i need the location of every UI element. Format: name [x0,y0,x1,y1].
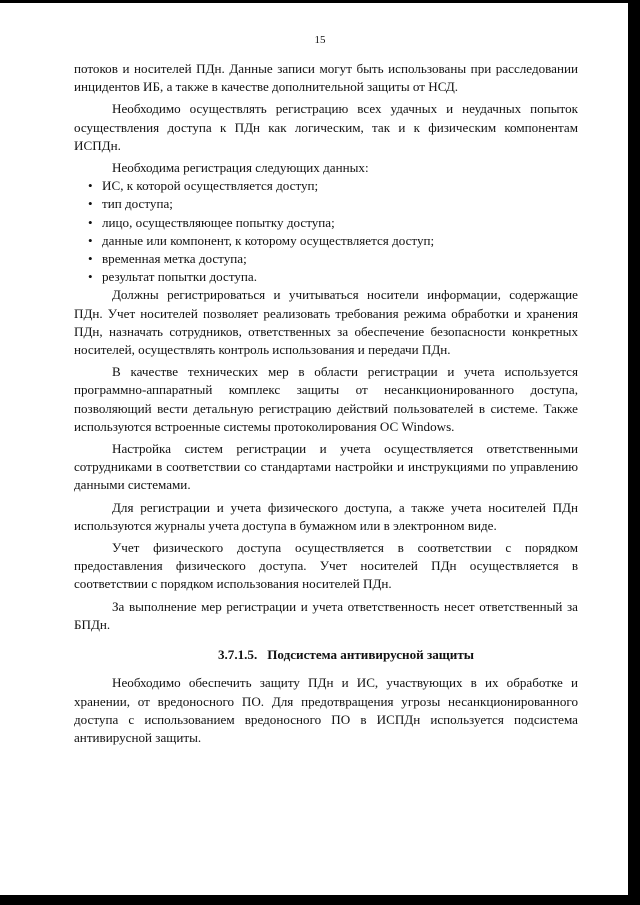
paragraph-configuration: Настройка систем регистрации и учета осуществляется ответственными сотрудниками в соответствии со стандартами настройки и инструкциями по управлению данными системами. [74,441,578,493]
section-number: 3.7.1.5. [217,647,258,663]
paragraph-required-data: Необходима регистрация следующих данных: [112,160,369,176]
paragraph-media-accounting: Должны регистрироваться и учитываться носители информации, содержащие ПДн. Учет носителей позволяет реализовать требования режима обработки и хранения ПДн, назначать сотрудников, ответственных за обеспечение безопасности конкретных носителей, осуществлять контроль использования и передачи ПДн. [74,287,578,358]
list-item: • данные или компонент, к которому осуществляется доступ; [74,232,578,250]
paragraph-continuation: потоков и носителей ПДн. Данные записи могут быть использованы при расследовании инцидентов ИБ, а также в качестве дополнительной защиты от НСД. [74,61,578,95]
scan-edge-right [628,0,640,905]
paragraph-access-journals: Для регистрации и учета физического доступа, а также учета носителей ПДн используются журналы учета доступа в бумажном или в электронном виде. [74,499,578,533]
paragraph-antivirus: Необходимо обеспечить защиту ПДн и ИС, участвующих в их обработке и хранении, от вредоносного ПО. Для предотвращения угрозы несанкционированного доступа с использованием вредоносного ПО в ИСПДн используется подсистема антивирусной защиты. [74,675,578,745]
scan-edge-top [0,0,640,3]
list-item: • тип доступа; [74,195,578,213]
document-body [74,60,578,747]
paragraph-technical-measures: В качестве технических мер в области регистрации и учета используется программно-аппаратный комплекс защиты от несанкционированного доступа, позволяющий вести детальную регистрацию действий пользователей в системе. Также используются встроенные системы протоколирования ОС Windows. [74,364,578,434]
page-number: 15 [314,34,326,46]
paragraph-responsibility: За выполнение мер регистрации и учета ответственность несет ответственный за БПДн. [74,598,578,632]
paragraph-registration-attempts: Необходимо осуществлять регистрацию всех удачных и неудачных попыток осуществления доступа к ПДн как логическим, так и к физическим компонентам ИСПДн. [74,101,578,153]
section-title: Подсистема антивирусной защиты [267,647,475,663]
paragraph-physical-access: Учет физического доступа осуществляется в соответствии с порядком предоставления физического доступа. Учет носителей ПДн осуществляется в соответствии с порядком использования носителей ПДн. [74,540,578,592]
bullet-list-registration-data [74,177,578,286]
list-item: • лицо, осуществляющее попытку доступа; [74,214,578,232]
scan-edge-bottom [0,895,640,905]
list-item: • временная метка доступа; [74,250,578,268]
section-heading [74,646,578,664]
list-item: • ИС, к которой осуществляется доступ; [74,177,578,195]
list-item: • результат попытки доступа. [74,268,578,286]
